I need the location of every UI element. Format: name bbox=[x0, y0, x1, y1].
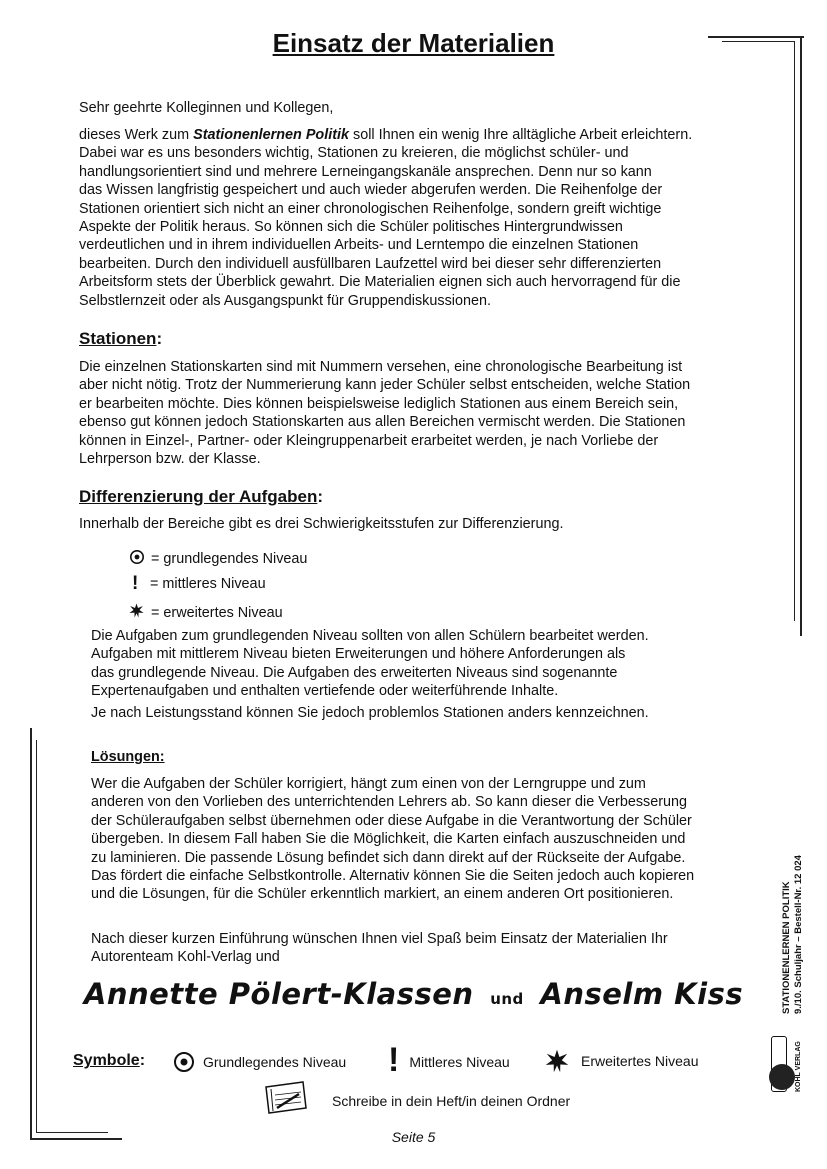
stationen-line: Lehrperson bzw. der Klasse. bbox=[79, 451, 261, 468]
differenzierung-intro: Innerhalb der Bereiche gibt es drei Schwierigkeitsstufen zur Differenzierung. bbox=[79, 516, 564, 532]
loesungen-line: der Schüleraufgaben selbst übernehmen oder diese Aufgabe in die Verantwortung der Schüler bbox=[91, 812, 692, 829]
differenzierung-line: Expertenaufgaben und enthalten vertiefende oder weiterführende Inhalte. bbox=[91, 683, 559, 700]
differenzierung-line: Aufgaben mit mittlerem Niveau bieten Erweiterungen und höhere Anforderungen als bbox=[91, 646, 626, 663]
differenzierung-line: das grundlegende Niveau. Die Aufgaben des erweiterten Niveaus sind sogenannte bbox=[91, 664, 618, 681]
differenzierung-note: Je nach Leistungsstand können Sie jedoch problemlos Stationen anders kennzeichnen. bbox=[91, 705, 649, 721]
frame-line-right bbox=[800, 36, 802, 636]
exclamation-icon: ! bbox=[388, 1041, 400, 1079]
intro-paragraph bbox=[79, 126, 739, 310]
star-icon bbox=[129, 603, 151, 622]
frame-line-left-2 bbox=[36, 740, 37, 1132]
star-icon bbox=[545, 1049, 569, 1073]
loesungen-line: anderen von den Vorlieben des unterrichtenden Lehrers ab. So kann dieser die Verbesserung bbox=[91, 794, 688, 811]
loesungen-line: Wer die Aufgaben der Schüler korrigiert, hängt zum einen von der Lerngruppe und zum bbox=[91, 776, 646, 792]
stationen-paragraph bbox=[79, 358, 739, 468]
publisher-sidebar bbox=[757, 820, 817, 1020]
loesungen-line: Das fördert die einfache Selbstkontrolle. Alternativ können Sie die Seiten jedoch auch kopieren bbox=[91, 868, 695, 885]
intro-line: Stationen orientiert sich nicht an einer chronologischen Reihenfolge, sondern greift wichtige bbox=[79, 200, 662, 217]
closing-line: Autorenteam Kohl-Verlag und bbox=[91, 949, 280, 966]
author-2: Anselm Kiss bbox=[540, 977, 744, 1011]
differenzierung-heading: Differenzierung der Aufgaben: bbox=[79, 487, 324, 506]
loesungen-paragraph bbox=[91, 775, 741, 904]
symbole-grundlegend: Grundlegendes Niveau bbox=[173, 1051, 346, 1073]
level-erweitert: = erweitertes Niveau bbox=[129, 603, 283, 622]
notebook-icon bbox=[263, 1081, 309, 1120]
intro-line: handlungsorientiert sind und mehrere Lerneingangskanäle ansprechen. Denn nur so kann bbox=[79, 163, 652, 180]
frame-line-right-2 bbox=[794, 41, 795, 621]
loesungen-line: zu laminieren. Die passende Lösung befindet sich dann direkt auf der Rückseite der Aufgabe. bbox=[91, 849, 686, 866]
greeting: Sehr geehrte Kolleginnen und Kollegen, bbox=[79, 100, 334, 116]
stationen-line: können in Einzel-, Partner- oder Kleingruppenarbeit erarbeitet werden, je nach Vorliebe der bbox=[79, 432, 659, 449]
closing-line: Nach dieser kurzen Einführung wünschen Ihnen viel Spaß beim Einsatz der Materialien Ihr bbox=[91, 931, 668, 947]
author-1: Annette Pölert-Klassen bbox=[83, 977, 474, 1011]
symbole-erweitert: Erweitertes Niveau bbox=[545, 1049, 699, 1073]
write-instruction: Schreibe in dein Heft/in deinen Ordner bbox=[332, 1093, 571, 1109]
signature-und: und bbox=[490, 990, 524, 1008]
intro-line-1: dieses Werk zum Stationenlernen Politik soll Ihnen ein wenig Ihre alltägliche Arbeit erleichtern. bbox=[79, 127, 693, 143]
stationen-heading: Stationen: bbox=[79, 329, 163, 348]
loesungen-heading: Lösungen: bbox=[91, 749, 165, 765]
intro-line: Aspekte der Politik heraus. So können sich die Schüler politisches Hintergrundwissen bbox=[79, 219, 623, 236]
page-title: Einsatz der Materialien bbox=[272, 28, 555, 58]
level-grundlegend: = grundlegendes Niveau bbox=[129, 549, 307, 569]
intro-line: bearbeiten. Durch den individuell ausfüllbaren Laufzettel wird bei dieser sehr differenzierten bbox=[79, 255, 662, 272]
closing-paragraph bbox=[91, 930, 741, 967]
sidebar-title: STATIONENLERNEN POLITIK bbox=[781, 881, 792, 1014]
loesungen-line: übergeben. In diesem Fall haben Sie die Möglichkeit, die Karten einfach auszuschneiden und bbox=[91, 831, 686, 848]
author-signature bbox=[0, 977, 827, 1011]
stationen-line: Die einzelnen Stationskarten sind mit Nummern versehen, eine chronologische Bearbeitung ist bbox=[79, 359, 683, 375]
loesungen-line: und die Lösungen, für die Schüler erkenntlich markiert, an einem anderen Ort positionieren. bbox=[91, 886, 674, 903]
stationen-line: er bearbeiten möchte. Dies können beispielsweise lediglich Stationen aus einem Bereich sein, bbox=[79, 395, 679, 412]
circle-dot-icon bbox=[173, 1051, 195, 1073]
differenzierung-line: Die Aufgaben zum grundlegenden Niveau sollten von allen Schülern bearbeitet werden. bbox=[91, 628, 649, 644]
page-number: Seite 5 bbox=[391, 1129, 436, 1145]
level-mittel: ! = mittleres Niveau bbox=[132, 573, 266, 594]
intro-line: das Wissen langfristig gespeichert und auch wieder abgerufen werden. Die Reihenfolge der bbox=[79, 182, 663, 199]
publisher-logo bbox=[765, 1030, 805, 1094]
intro-line: Selbstlernzeit oder als Ausgangspunkt für Gruppendiskussionen. bbox=[79, 292, 491, 309]
intro-line: verdeutlichen und in ihrem individuellen Arbeits- und Lerntempo die einzelnen Stationen bbox=[79, 237, 639, 254]
sidebar-order-info: 9./10. Schuljahr – Bestell-Nr. 12 024 bbox=[793, 855, 804, 1014]
intro-line: Arbeitsform stets der Überblick gewahrt. Die Materialien eignen sich auch hervorragend für die bbox=[79, 274, 681, 291]
stationen-line: ebenso gut können jedoch Stationskarten aus allen Bereichen vermischt werden. Die Stationen bbox=[79, 414, 686, 431]
circle-dot-icon bbox=[129, 549, 151, 569]
intro-line: Dabei war es uns besonders wichtig, Stationen zu kreieren, die möglichst schüler- und bbox=[79, 145, 629, 162]
symbole-label: Symbole: bbox=[73, 1052, 146, 1069]
symbole-mittel: ! Mittleres Niveau bbox=[388, 1041, 510, 1079]
differenzierung-paragraph bbox=[91, 627, 741, 701]
frame-line-left bbox=[30, 728, 32, 1138]
exclamation-icon: ! bbox=[132, 573, 139, 594]
stationen-line: aber nicht nötig. Trotz der Nummerierung kann jeder Schüler selbst entscheiden, welche Station bbox=[79, 377, 691, 394]
intro-emphasis: Stationenlernen Politik bbox=[193, 127, 350, 143]
logo-text: KOHL VERLAG bbox=[795, 1041, 802, 1092]
